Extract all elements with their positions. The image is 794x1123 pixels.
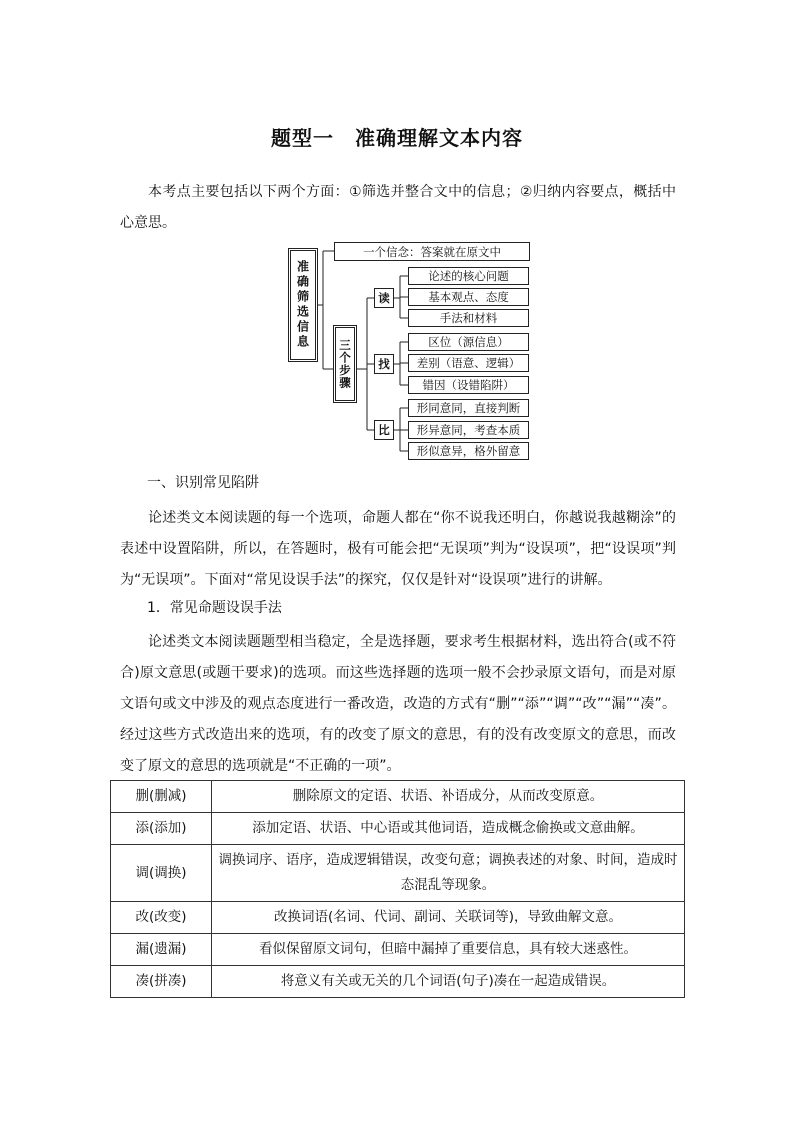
table-row	[111, 934, 685, 966]
diagram-item: 形异意同，考查本质	[408, 421, 529, 439]
method-key: 漏(遗漏)	[111, 934, 212, 966]
method-key: 删(删减)	[111, 781, 212, 813]
table-row	[111, 845, 685, 902]
paragraph-1-text: 论述类文本阅读题的每一个选项，命题人都在“你不说我还明白，你越说我越糊涂”的表述中设置陷阱，所以，在答题时，极有可能会把“无误项”判为“设误项”，把“设误项”判为“无误项”。下面对“常见设误手法”的探究，仅仅是针对“设误项”进行的讲解。	[120, 510, 676, 588]
diagram-item: 手法和材料	[408, 309, 529, 327]
diagram-item: 形同意同，直接判断	[408, 399, 529, 417]
diagram-steps-label: 三个步骤	[335, 327, 355, 401]
method-desc: 删除原文的定语、状语、补语成分，从而改变原意。	[212, 781, 685, 813]
table-row	[111, 902, 685, 934]
method-desc: 看似保留原文词句，但暗中漏掉了重要信息，具有较大迷惑性。	[212, 934, 685, 966]
method-key: 添(添加)	[111, 813, 212, 845]
diagram-item: 错因（设错陷阱）	[408, 376, 529, 394]
method-desc: 添加定语、状语、中心语或其他词语，造成概念偷换或文意曲解。	[212, 813, 685, 845]
method-key: 凑(拼凑)	[111, 966, 212, 998]
subsection-heading: 1．常见命题设误手法	[147, 600, 282, 616]
method-key: 改(改变)	[111, 902, 212, 934]
method-desc: 调换词序、语序，造成逻辑错误，改变句意；调换表述的对象、时间，造成时态混乱等现象。	[212, 845, 685, 902]
table-row	[111, 781, 685, 813]
diagram-item: 区位（源信息）	[408, 333, 529, 351]
table-row	[111, 966, 685, 998]
diagram-root: 准确筛选信息	[290, 250, 316, 360]
page-title: 题型一 准确理解文本内容	[271, 126, 523, 150]
diagram-item: 基本观点、态度	[408, 288, 529, 306]
method-desc: 将意义有关或无关的几个词语(句子)凑在一起造成错误。	[212, 966, 685, 998]
paragraph-2	[120, 627, 676, 782]
intro-text: 本考点主要包括以下两个方面：①筛选并整合文中的信息；②归纳内容要点，概括中心意思。	[120, 184, 676, 231]
method-desc: 改换词语(名词、代词、副词、关联词等)，导致曲解文意。	[212, 902, 685, 934]
intro-paragraph	[120, 177, 676, 239]
section-heading: 一、识别常见陷阱	[147, 475, 259, 491]
diagram-belief: 一个信念：答案就在原文中	[334, 242, 530, 261]
diagram-item: 论述的核心问题	[408, 267, 529, 285]
diagram-step-read: 读	[374, 288, 394, 308]
method-key: 调(调换)	[111, 845, 212, 902]
paragraph-2-text: 论述类文本阅读题题型相当稳定，全是选择题，要求考生根据材料，选出符合(或不符合)原文意思(或题干要求)的选项。而这些选择题的选项一般不会抄录原文语句，而是对原文语句或文中涉及的观点态度进行一番改造，改造的方式有“删”“添”“调”“改”“漏”“凑”。经过这些方式改造出来的选项，有的改变了原文的意思，有的没有改变原文的意思，而改变了原文的意思的选项就是“不正确的一项”。	[120, 634, 676, 774]
diagram-item: 差别（语意、逻辑）	[408, 354, 529, 372]
diagram-step-compare: 比	[374, 420, 394, 440]
diagram-step-find: 找	[374, 354, 394, 374]
diagram-item: 形似意异，格外留意	[408, 442, 529, 460]
paragraph-1	[120, 503, 676, 596]
setting-methods-table	[110, 780, 685, 998]
table-row	[111, 813, 685, 845]
